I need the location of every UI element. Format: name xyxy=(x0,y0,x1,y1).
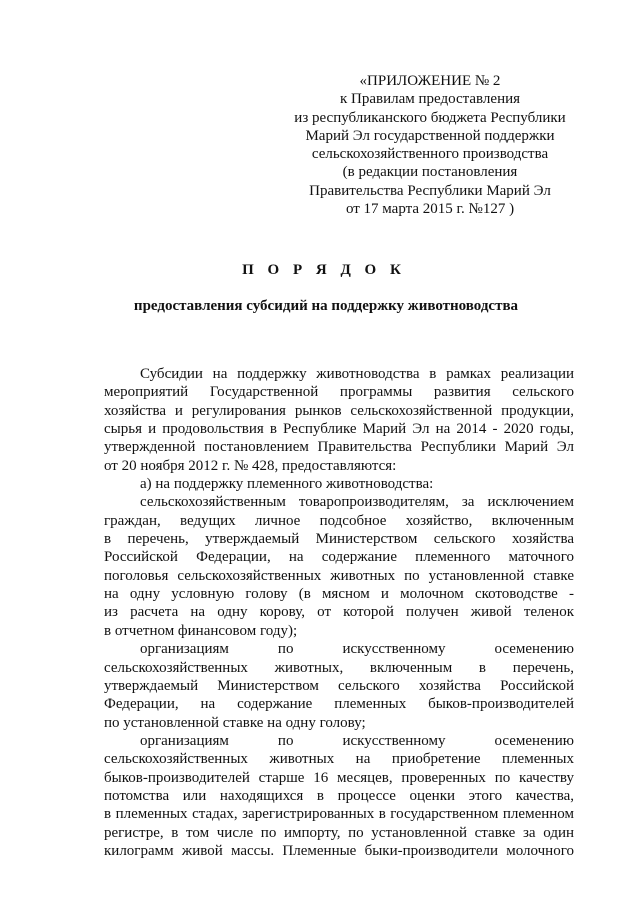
body-line: килограмм живой массы. Племенные быки-производители молочного xyxy=(104,842,574,859)
appendix-line: «ПРИЛОЖЕНИЕ № 2 xyxy=(359,73,501,89)
body-line: мероприятий Государственной программы развития сельского xyxy=(104,384,574,401)
body-line: от 20 ноября 2012 г. № 428, предоставляются: xyxy=(104,457,397,474)
body-line: организациям по искусственному осеменению xyxy=(140,732,574,749)
body-line: регистре, в том числе по импорту, по установленной ставке за один xyxy=(104,824,574,841)
body-line: в перечень, утверждаемый Министерством сельского хозяйства xyxy=(104,531,574,548)
appendix-line: от 17 марта 2015 г. №127 ) xyxy=(345,201,515,218)
body-line: хозяйства и регулирования рынков сельскохозяйственной продукции, xyxy=(104,402,574,419)
appendix-line: Марий Эл государственной поддержки xyxy=(305,127,555,144)
body-line: поголовья сельскохозяйственных животных по установленной ставке xyxy=(104,567,574,584)
body-line: Субсидии на поддержку животноводства в рамках реализации xyxy=(140,366,574,382)
body-line: граждан, ведущих личное подсобное хозяйство, включенным xyxy=(104,512,574,529)
body-line: сельскохозяйственным товаропроизводителям, за исключением xyxy=(140,494,574,511)
body-line: сырья и продовольствия в Республике Марий Эл на 2014 - 2020 годы, xyxy=(104,421,574,438)
body-line: потомства или находящихся в процессе оценки этого качества, xyxy=(104,787,574,804)
document-subtitle: предоставления субсидий на поддержку животноводства xyxy=(133,298,519,314)
appendix-line: к Правилам предоставления xyxy=(339,91,521,108)
body-line: в отчетном финансовом году); xyxy=(104,622,298,639)
document-title: П О Р Я Д О К xyxy=(242,262,406,278)
body-line: по установленной ставке на одну голову; xyxy=(104,714,366,731)
appendix-line: (в редакции постановления xyxy=(342,164,518,181)
body-line: в племенных стадах, зарегистрированных в государственном племенном xyxy=(104,806,574,823)
body-line: быков-производителей старше 16 месяцев, проверенных по качеству xyxy=(104,769,574,786)
body-line: Федерации, на содержание племенных быков-производителей xyxy=(104,696,574,713)
body-line: организациям по искусственному осеменению xyxy=(140,641,574,658)
body-line: на одну условную голову (в мясном и молочном скотоводстве - xyxy=(104,586,574,603)
appendix-line: Правительства Республики Марий Эл xyxy=(309,182,551,199)
body-line: Российской Федерации, на содержание племенного маточного xyxy=(104,549,574,566)
body-line: из расчета на одну корову, от которой получен живой теленок xyxy=(104,604,574,621)
body-line: сельскохозяйственных животных, включенным в перечень, xyxy=(104,659,574,676)
document-body xyxy=(104,365,574,860)
appendix-header xyxy=(280,72,580,218)
body-line: утвержденной постановлением Правительства Республики Марий Эл xyxy=(104,439,574,456)
body-line: сельскохозяйственных животных на приобретение племенных xyxy=(104,751,574,768)
body-line: а) на поддержку племенного животноводства: xyxy=(140,476,434,493)
appendix-line: сельскохозяйственного производства xyxy=(311,146,549,163)
body-line: утверждаемый Министерством сельского хозяйства Российской xyxy=(104,677,574,694)
appendix-line: из республиканского бюджета Республики xyxy=(294,109,566,126)
